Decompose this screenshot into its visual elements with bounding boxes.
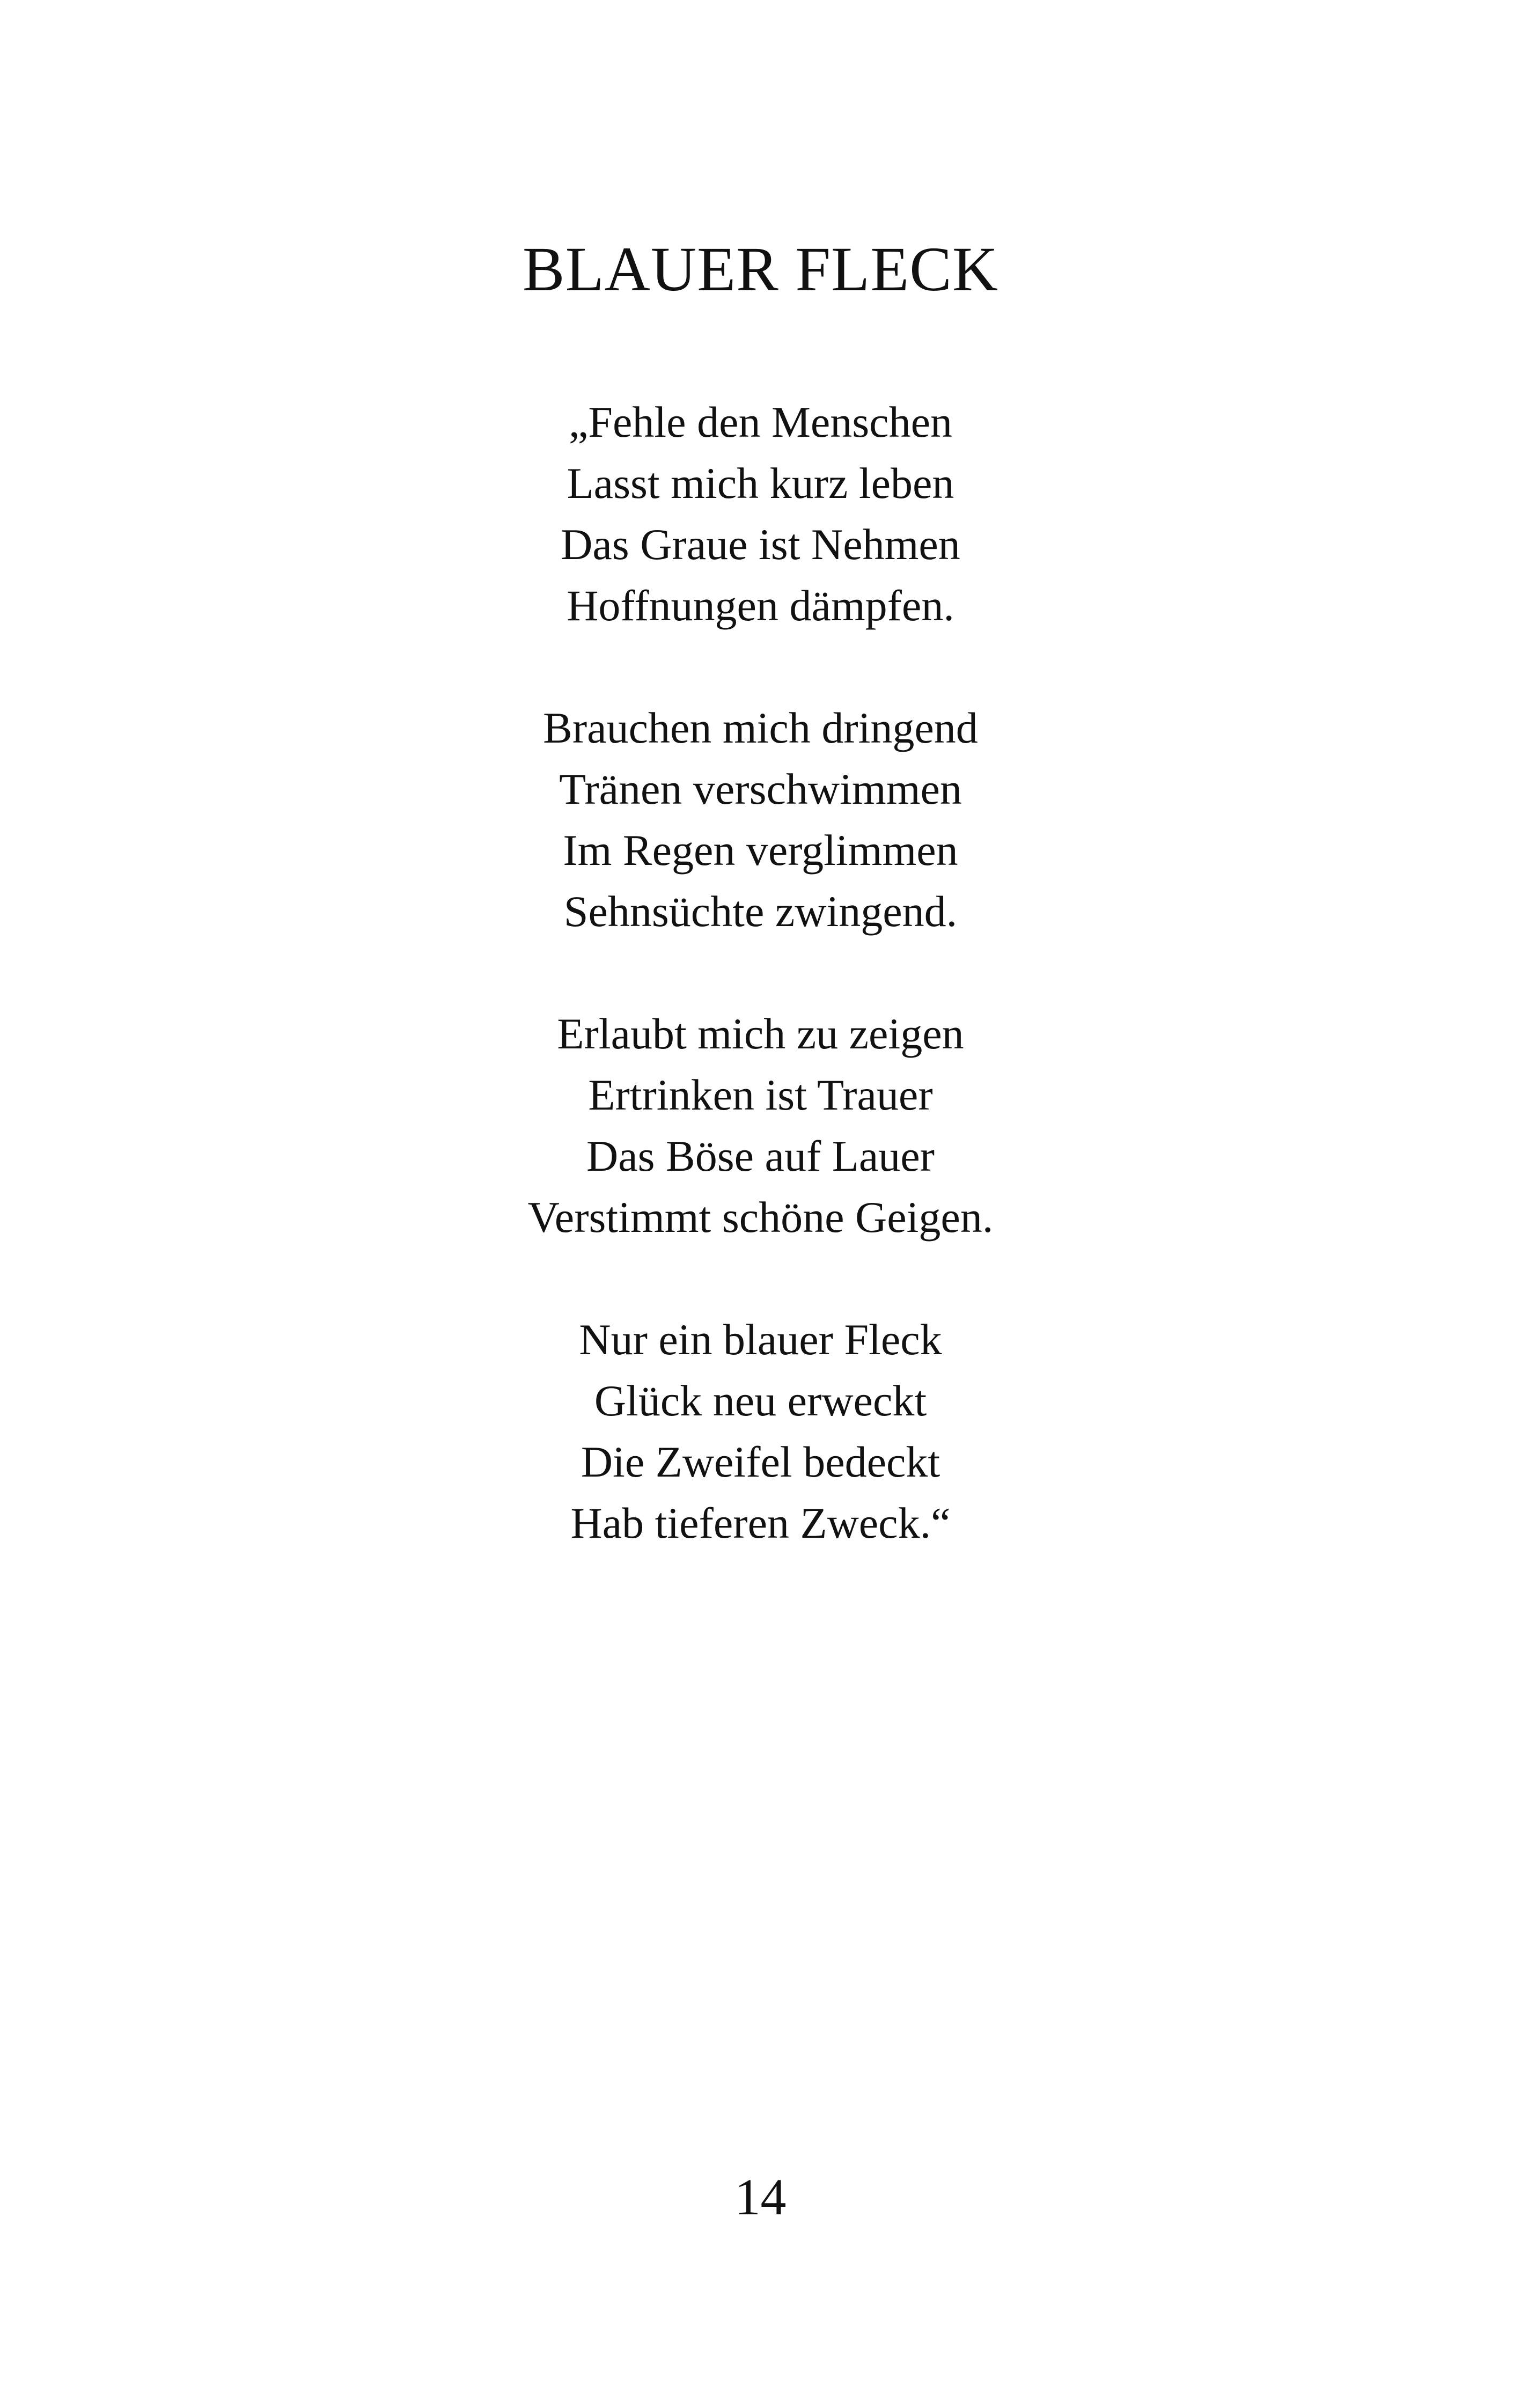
page-number: 14 [734,2168,787,2226]
stanza-1 [0,392,1521,636]
poem-line: Verstimmt schöne Geigen. [527,1193,994,1242]
poem-line: Das Böse auf Lauer [586,1132,935,1180]
poem-body [0,392,1521,1615]
poem-line: Das Graue ist Nehmen [561,520,960,569]
stanza-3 [0,1003,1521,1248]
poem-line: Hoffnungen dämpfen. [567,581,954,630]
poem-line: Tränen verschwimmen [559,765,962,813]
poem-line: Brauchen mich dringend [543,703,978,752]
poem-line: Nur ein blauer Fleck [579,1315,942,1364]
poem-line: Erlaubt mich zu zeigen [557,1009,964,1058]
poem-line: Lasst mich kurz leben [567,459,954,508]
stanza-4 [0,1309,1521,1554]
poem-line: „Fehle den Menschen [569,398,952,446]
poem-line: Hab tieferen Zweck.“ [570,1499,951,1547]
poem-line: Glück neu erweckt [594,1376,927,1425]
poem-line: Ertrinken ist Trauer [588,1070,933,1119]
poem-title: BLAUER FLECK [522,234,999,304]
poem-line: Sehnsüchte zwingend. [563,887,958,936]
poem-line: Die Zweifel bedeckt [581,1437,940,1486]
poem-line: Im Regen verglimmen [563,826,958,875]
stanza-2 [0,698,1521,942]
